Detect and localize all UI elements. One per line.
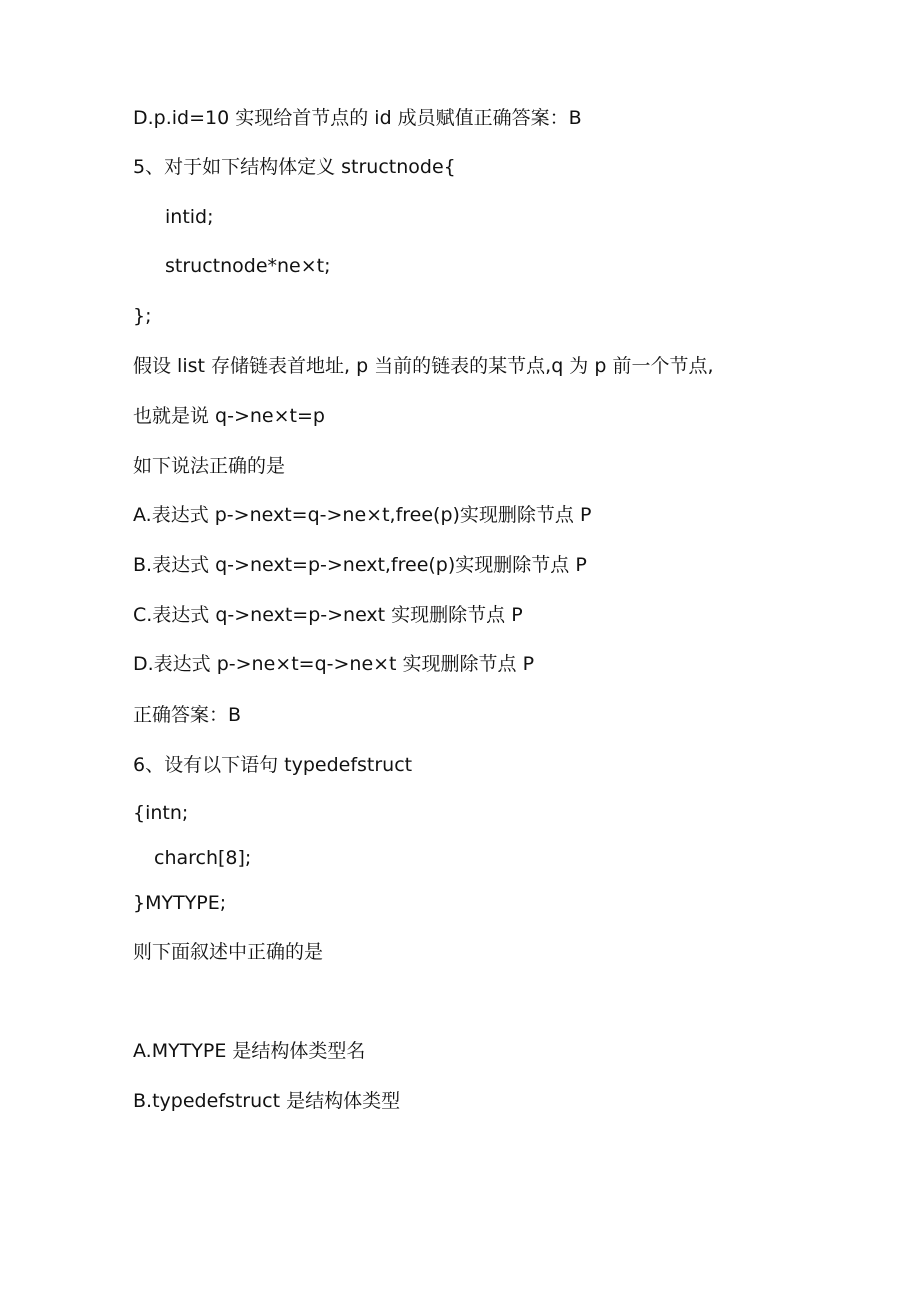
- text-line: 假设 list 存储链表首地址, p 当前的链表的某节点,q 为 p 前一个节点,: [133, 355, 714, 377]
- option-c: C.表达式 q->next=p->next 实现删除节点 P: [133, 604, 523, 626]
- question-5-stem: 5、对于如下结构体定义 structnode{: [133, 156, 456, 178]
- text-line: 也就是说 q->ne×t=p: [133, 405, 325, 427]
- option-a: A.MYTYPE 是结构体类型名: [133, 1040, 366, 1062]
- text-line: D.p.id=10 实现给首节点的 id 成员赋值正确答案：B: [133, 107, 582, 129]
- code-line: }MYTYPE;: [133, 892, 227, 914]
- code-line: {intn;: [133, 802, 189, 824]
- text-line: 如下说法正确的是: [133, 455, 286, 477]
- code-line: };: [133, 305, 152, 327]
- option-d: D.表达式 p->ne×t=q->ne×t 实现删除节点 P: [133, 653, 535, 675]
- question-6-stem: 6、设有以下语句 typedefstruct: [133, 754, 413, 776]
- code-line: charch[8];: [154, 847, 252, 869]
- text-line: 则下面叙述中正确的是: [133, 941, 324, 963]
- option-b: B.表达式 q->next=p->next,free(p)实现删除节点 P: [133, 554, 587, 576]
- option-a: A.表达式 p->next=q->ne×t,free(p)实现删除节点 P: [133, 504, 592, 526]
- code-line: intid;: [165, 206, 214, 228]
- code-line: structnode*ne×t;: [165, 255, 331, 277]
- answer-line: 正确答案：B: [133, 704, 242, 726]
- option-b: B.typedefstruct 是结构体类型: [133, 1090, 401, 1112]
